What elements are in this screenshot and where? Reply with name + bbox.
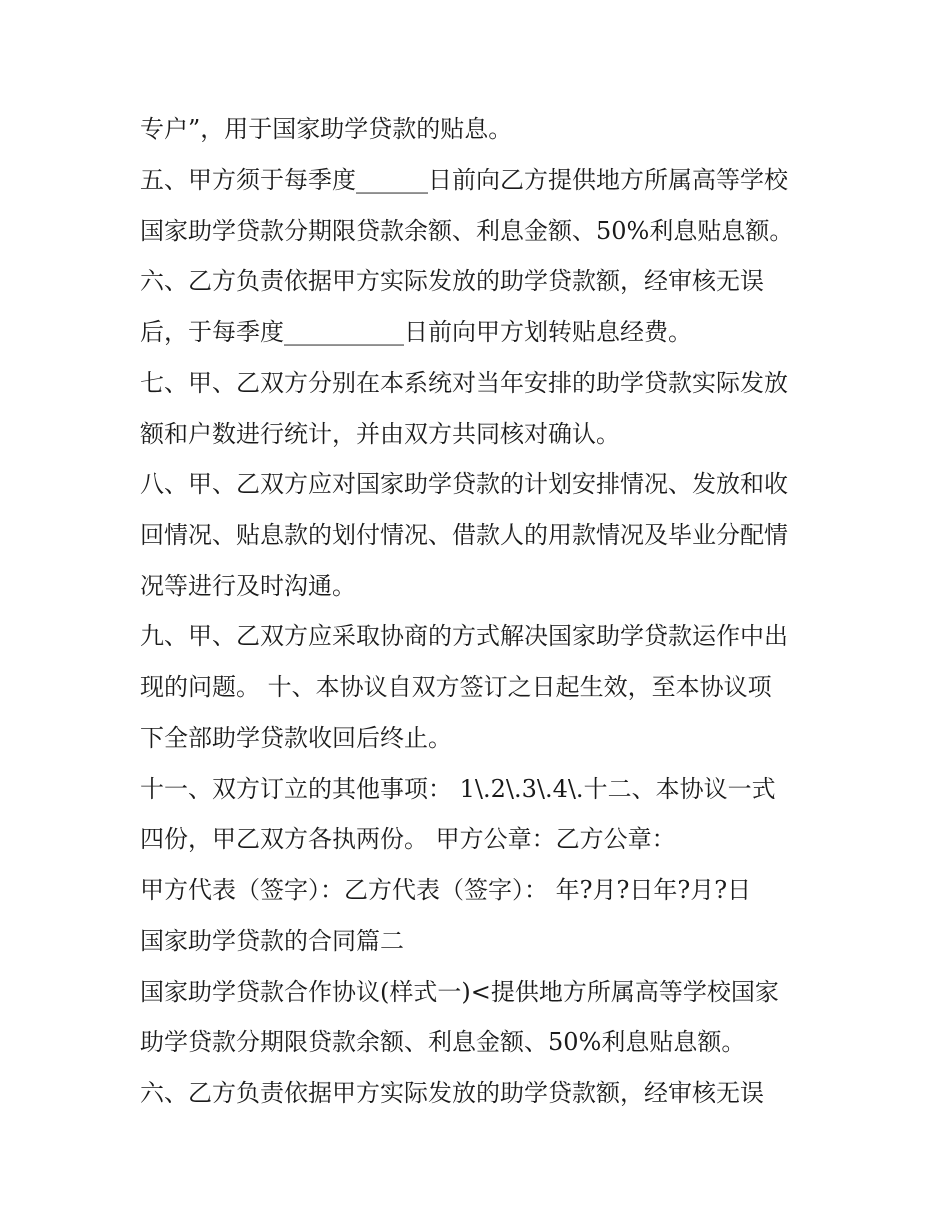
text-line: 六、乙方负责依据甲方实际发放的助学贷款额，经审核无误 — [140, 267, 764, 295]
text-line: 况等进行及时沟通。 — [140, 572, 356, 600]
text-line: 九、甲、乙双方应采取协商的方式解决国家助学贷款运作中出 — [140, 622, 788, 650]
text-line: 后，于每季度__________日前向甲方划转贴息经费。 — [140, 318, 692, 346]
text-line: 五、甲方须于每季度______日前向乙方提供地方所属高等学校 — [140, 166, 788, 194]
text-line: 回情况、贴息款的划付情况、借款人的用款情况及毕业分配情 — [140, 521, 788, 549]
section-heading: 国家助学贷款的合同篇二 — [140, 927, 404, 955]
text-line: 国家助学贷款分期限贷款余额、利息金额、50%利息贴息额。 — [140, 217, 794, 245]
text-line: 甲方代表（签字）：乙方代表（签字）： 年?月?日年?月?日 — [140, 876, 752, 904]
text-line: 助学贷款分期限贷款余额、利息金额、50%利息贴息额。 — [140, 1028, 746, 1056]
text-line: 六、乙方负责依据甲方实际发放的助学贷款额，经审核无误 — [140, 1079, 764, 1107]
text-line: 国家助学贷款合作协议(样式一)<提供地方所属高等学校国家 — [140, 978, 779, 1006]
text-line: 十一、双方订立的其他事项： 1\.2\.3\.4\.十二、本协议一式 — [140, 775, 776, 803]
text-line: 四份，甲乙双方各执两份。 甲方公章：乙方公章： — [140, 825, 676, 853]
text-line: 下全部助学贷款收回后终止。 — [140, 724, 452, 752]
text-line: 额和户数进行统计，并由双方共同核对确认。 — [140, 420, 620, 448]
text-line: 八、甲、乙双方应对国家助学贷款的计划安排情况、发放和收 — [140, 470, 788, 498]
text-line: 现的问题。 十、本协议自双方签订之日起生效，至本协议项 — [140, 673, 772, 701]
text-line: 专户”，用于国家助学贷款的贴息。 — [140, 115, 513, 143]
text-line: 七、甲、乙双方分别在本系统对当年安排的助学贷款实际发放 — [140, 369, 788, 397]
